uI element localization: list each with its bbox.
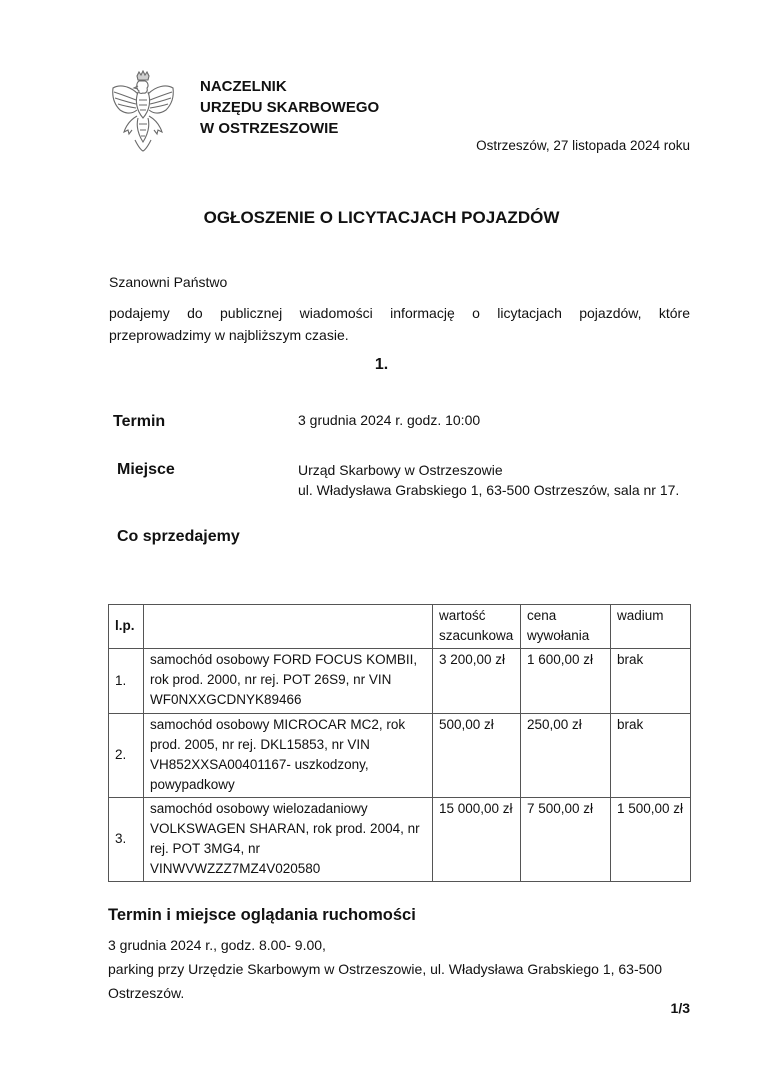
row-description: samochód osobowy MICROCAR MC2, rok prod. 2005, nr rej. DKL15853, nr VIN VH852XXSA00401167- uszkodzony, powypadkowy <box>144 714 433 798</box>
miejsce-label: Miejsce <box>117 461 175 478</box>
row-estimated-value: 3 200,00 zł <box>433 649 521 714</box>
viewing-title: Termin i miejsce oglądania ruchomości <box>108 906 416 924</box>
header-estimated-value: wartość szacunkowa <box>433 605 521 649</box>
page-indicator: 1/3 <box>670 1000 690 1016</box>
row-lp: 1. <box>109 649 144 714</box>
row-estimated-value: 500,00 zł <box>433 714 521 798</box>
miejsce-value <box>298 460 679 500</box>
viewing-line-1: 3 grudnia 2024 r., godz. 8.00- 9.00, <box>108 937 326 953</box>
header-starting-price: cena wywołania <box>521 605 611 649</box>
table-row <box>109 714 691 798</box>
issuer-block <box>200 76 379 139</box>
intro-line-2: przeprowadzimy w najbliższym czasie. <box>109 327 349 343</box>
termin-value: 3 grudnia 2024 r. godz. 10:00 <box>298 412 481 428</box>
salutation: Szanowni Państwo <box>109 274 228 290</box>
document-title: OGŁOSZENIE O LICYTACJACH POJAZDÓW <box>203 208 560 227</box>
row-description: samochód osobowy FORD FOCUS KOMBII, rok prod. 2000, nr rej. POT 26S9, nr VIN WF0NXXGCDNYK89466 <box>144 649 433 714</box>
polish-eagle-emblem-icon <box>108 70 178 152</box>
intro-line-1: podajemy do publicznej wiadomości informację o licytacjach pojazdów, które <box>109 305 690 321</box>
row-deposit: 1 500,00 zł <box>611 798 691 882</box>
vehicles-table <box>108 604 691 882</box>
table-row <box>109 649 691 714</box>
row-starting-price: 7 500,00 zł <box>521 798 611 882</box>
row-description: samochód osobowy wielozadaniowy VOLKSWAGEN SHARAN, rok prod. 2004, nr rej. POT 3MG4, nr VINWVWZZZ7MZ4V020580 <box>144 798 433 882</box>
viewing-line-3: Ostrzeszów. <box>108 985 185 1001</box>
table-header-row <box>109 605 691 649</box>
intro-paragraph <box>109 302 690 346</box>
header-lp: l.p. <box>109 605 144 649</box>
viewing-line-2: parking przy Urzędzie Skarbowym w Ostrzeszowie, ul. Władysława Grabskiego 1, 63-500 <box>108 961 662 977</box>
viewing-details <box>108 933 698 1005</box>
issuer-line-1: NACZELNIK <box>200 78 287 95</box>
items-for-sale-label: Co sprzedajemy <box>117 528 240 545</box>
place-date: Ostrzeszów, 27 listopada 2024 roku <box>476 138 690 153</box>
row-deposit: brak <box>611 714 691 798</box>
miejsce-line-1: Urząd Skarbowy w Ostrzeszowie <box>298 462 503 478</box>
termin-label: Termin <box>113 413 166 430</box>
miejsce-line-2: ul. Władysława Grabskiego 1, 63-500 Ostrzeszów, sala nr 17. <box>298 482 680 498</box>
row-starting-price: 1 600,00 zł <box>521 649 611 714</box>
header-deposit: wadium <box>611 605 691 649</box>
section-number: 1. <box>374 356 389 373</box>
issuer-line-2: URZĘDU SKARBOWEGO <box>200 99 380 116</box>
issuer-line-3: W OSTRZESZOWIE <box>200 120 339 137</box>
row-lp: 3. <box>109 798 144 882</box>
row-starting-price: 250,00 zł <box>521 714 611 798</box>
header-description <box>144 605 433 649</box>
table-row <box>109 798 691 882</box>
row-lp: 2. <box>109 714 144 798</box>
row-deposit: brak <box>611 649 691 714</box>
row-estimated-value: 15 000,00 zł <box>433 798 521 882</box>
